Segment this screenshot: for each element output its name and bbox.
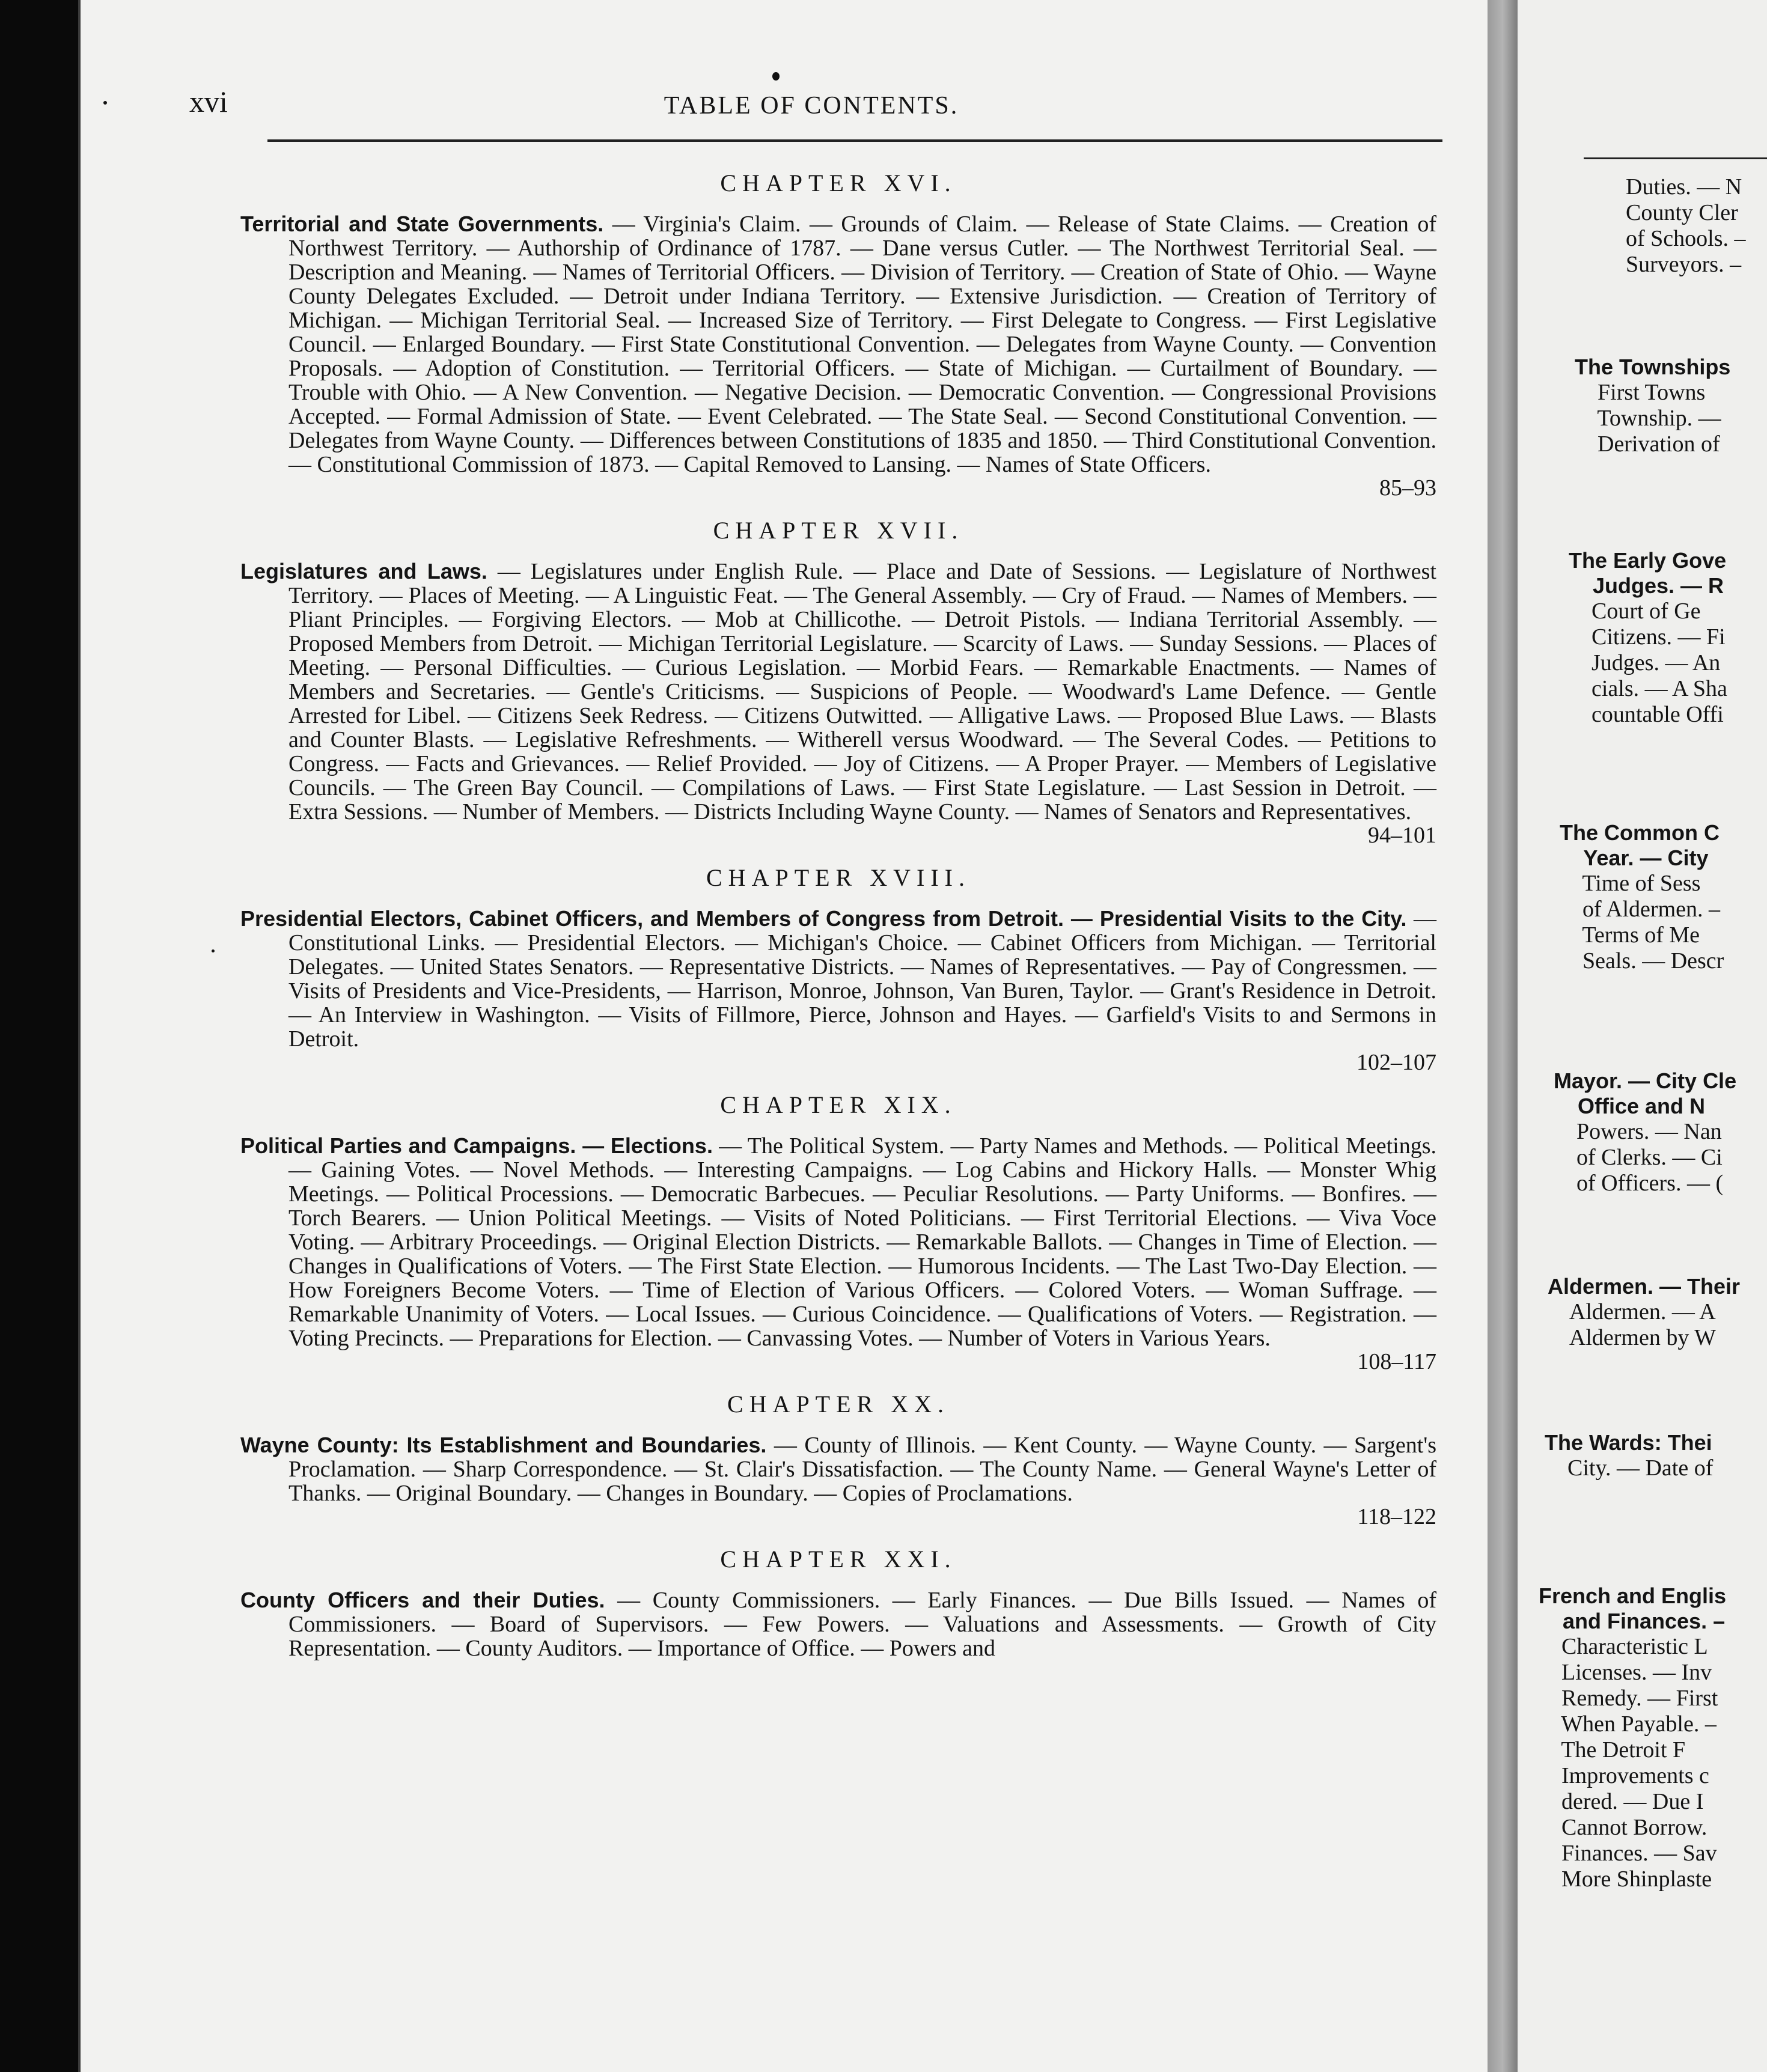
right-entry-title: Mayor. — City Cle xyxy=(1554,1068,1737,1093)
right-page-entry xyxy=(1545,1430,1713,1481)
chapter-topics: — Legislatures under English Rule. — Place and Date of Sessions. — Legislature of Northwest Territory. — Places of Meeting. — A Linguistic Feat. — The General Assembly. — Cry of Fraud. — Names of Members. — Pliant Principles. — Forgiving Electors. — Mob at Chillicothe. — Detroit Pistols. — Indiana Territorial Assembly. — Proposed Members from Detroit. — Michigan Territorial Legislature. — Scarcity of Laws. — Sunday Sessions. — Places of Meeting. — Personal Difficulties. — Curious Legislation. — Morbid Fears. — Remarkable Enactments. — Names of Members and Secretaries. — Gentle's Criticisms. — Suspicions of People. — Woodward's Lame Defence. — Gentle Arrested for Libel. — Citizens Seek Redress. — Citizens Outwitted. — Alligative Laws. — Proposed Blue Laws. — Blasts and Counter Blasts. — Legislative Refreshments. — Witherell versus Woodward. — The Several Codes. — Petitions to Congress. — Facts and Grievances. — Relief Provided. — Joy of Citizens. — A Proper Prayer. — Members of Legislative Councils. — The Green Bay Council. — Compilations of Laws. — First State Legislature. — Last Session in Detroit. — Extra Sessions. — Number of Members. — Districts Including Wayne County. — Names of Senators and Representatives. xyxy=(288,559,1436,824)
print-speck xyxy=(772,72,780,81)
right-entry-title: and Finances. – xyxy=(1539,1609,1726,1633)
chapter-entry xyxy=(240,212,1436,477)
table-of-contents xyxy=(240,153,1436,1660)
chapter-title: Territorial and State Governments. xyxy=(240,212,604,236)
right-page-entry xyxy=(1554,1068,1736,1196)
chapter-topics: — The Political System. — Party Names and Methods. — Political Meetings. — Gaining Votes. — Novel Methods. — Interesting Campaigns. — Log Cabins and Hickory Halls. — Monster Whig Meetings. — Political Processions. — Democratic Barbecues. — Peculiar Resolutions. — Party Uniforms. — Bonfires. — Torch Bearers. — Union Political Meetings. — Visits of Noted Politicians. — First Territorial Elections. — Viva Voce Voting. — Arbitrary Proceedings. — Original Election Districts. — Remarkable Ballots. — Changes in Time of Election. — Changes in Qualifications of Voters. — The First State Election. — Humorous Incidents. — The Last Two-Day Election. — How Foreigners Become Voters. — Time of Election of Various Officers. — Colored Voters. — Woman Suffrage. — Remarkable Unanimity of Voters. — Local Issues. — Curious Coincidence. — Qualifications of Voters. — Registration. — Voting Precincts. — Preparations for Election. — Canvassing Votes. — Number of Voters in Various Years. xyxy=(288,1133,1436,1351)
right-page-entry xyxy=(1539,1583,1726,1892)
right-entry-line: Seals. — Descr xyxy=(1560,948,1724,974)
right-entry-line: Aldermen by W xyxy=(1548,1325,1717,1350)
right-entry-line: Licenses. — Inv xyxy=(1539,1660,1712,1685)
right-page-entry xyxy=(1569,548,1727,728)
right-page-entry xyxy=(1548,1274,1740,1351)
chapter-heading: CHAPTER XVIII. xyxy=(706,864,971,891)
right-entry-line: Cannot Borrow. xyxy=(1539,1815,1707,1840)
right-entry-line: Finances. — Sav xyxy=(1539,1841,1717,1866)
page-range: 94–101 xyxy=(1368,823,1436,848)
chapter-topics: — County of Illinois. — Kent County. — Wayne County. — Sargent's Proclamation. — Sharp Correspondence. — St. Clair's Dissatisfaction. — The County Name. — General Wayne's Letter of Thanks. — Original Boundary. — Changes in Boundary. — Copies of Proclamations. xyxy=(288,1433,1436,1506)
chapter-section xyxy=(240,865,1436,1075)
chapter-entry xyxy=(240,907,1436,1051)
right-entry-line: Derivation of xyxy=(1575,431,1720,457)
right-entry-line: Remedy. — First xyxy=(1539,1686,1718,1711)
right-entry-title: Year. — City xyxy=(1560,846,1709,870)
chapter-section xyxy=(240,517,1436,848)
chapter-heading: CHAPTER XIX. xyxy=(720,1091,957,1118)
right-entry-line: First Towns xyxy=(1575,380,1706,405)
book-gutter xyxy=(1488,0,1518,2072)
chapter-heading: CHAPTER XXI. xyxy=(720,1546,957,1573)
right-entry-line: Judges. — An xyxy=(1569,650,1721,675)
right-entry-line: Characteristic L xyxy=(1539,1634,1708,1659)
right-page-entry xyxy=(1575,355,1730,457)
chapter-topics: — County Commissioners. — Early Finances. — Due Bills Issued. — Names of Commissioners. — Board of Supervisors. — Few Powers. — Valuations and Assessments. — Growth of City Representation. — County Auditors. — Importance of Office. — Powers and xyxy=(288,1588,1437,1661)
page-range: 85–93 xyxy=(1379,475,1436,501)
right-entry-title: The Common C xyxy=(1560,820,1720,845)
chapter-section xyxy=(240,1391,1436,1529)
right-entry-title: Office and N xyxy=(1554,1094,1706,1118)
right-entry-line: of Schools. – xyxy=(1626,226,1746,251)
right-entry-line: Citizens. — Fi xyxy=(1569,624,1726,650)
right-entry-line: of Officers. — ( xyxy=(1554,1171,1724,1196)
running-head xyxy=(189,84,1433,126)
chapter-entry xyxy=(240,1588,1436,1660)
right-entry-line: When Payable. – xyxy=(1539,1711,1717,1737)
chapter-topics: — Constitutional Links. — Presidential Electors. — Michigan's Choice. — Cabinet Officers from Michigan. — Territorial Delegates. — United States Senators. — Representative Districts. — Names of Representatives. — Pay of Congressmen. — Visits of Presidents and Vice-Presidents, — Harrison, Monroe, Johnson, Van Buren, Taylor. — Grant's Residence in Detroit. — An Interview in Washington. — Visits of Fillmore, Pierce, Johnson and Hayes. — Garfield's Visits to and Sermons in Detroit. xyxy=(288,906,1436,1052)
chapter-title: Legislatures and Laws. xyxy=(240,559,487,584)
right-entry-line: County Cler xyxy=(1626,200,1738,225)
page-range: 102–107 xyxy=(1357,1050,1436,1075)
page-number: xvi xyxy=(189,85,228,118)
right-entry-title: The Wards: Thei xyxy=(1545,1430,1712,1455)
chapter-entry xyxy=(240,1134,1436,1350)
right-page-entry xyxy=(1626,174,1746,278)
chapter-heading: CHAPTER XX. xyxy=(727,1391,950,1418)
chapter-heading: CHAPTER XVII. xyxy=(713,517,964,544)
right-entry-line: City. — Date of xyxy=(1545,1455,1714,1481)
chapter-title: Political Parties and Campaigns. — Elections. xyxy=(240,1133,713,1158)
right-entry-title: The Townships xyxy=(1575,355,1731,379)
header-rule xyxy=(267,139,1442,142)
right-entry-line: Aldermen. — A xyxy=(1548,1299,1716,1324)
right-entry-title: Judges. — R xyxy=(1569,573,1724,598)
print-speck xyxy=(103,101,107,105)
page-range: 118–122 xyxy=(1357,1504,1436,1529)
right-entry-line: of Aldermen. – xyxy=(1560,897,1721,922)
right-entry-line: Time of Sess xyxy=(1560,871,1701,896)
right-entry-line: of Clerks. — Ci xyxy=(1554,1145,1723,1170)
right-entry-title: The Early Gove xyxy=(1569,548,1727,573)
right-entry-line: Township. — xyxy=(1575,406,1721,431)
chapter-section xyxy=(240,170,1436,501)
right-header-rule xyxy=(1584,157,1767,159)
right-entry-line: Surveyors. – xyxy=(1626,252,1742,277)
right-entry-line: countable Offi xyxy=(1569,702,1724,727)
chapter-topics: — Virginia's Claim. — Grounds of Claim. — Release of State Claims. — Creation of Northwest Territory. — Authorship of Ordinance of 1787. — Dane versus Cutler. — The Northwest Territorial Seal. — Description and Meaning. — Names of Territorial Officers. — Division of Territory. — Creation of State of Ohio. — Wayne County Delegates Excluded. — Detroit under Indiana Territory. — Extensive Jurisdiction. — Creation of Territory of Michigan. — Michigan Territorial Seal. — Increased Size of Territory. — First Delegate to Congress. — First Legislative Council. — Enlarged Boundary. — First State Constitutional Convention. — Delegates from Wayne County. — Convention Proposals. — Adoption of Constitution. — Territorial Officers. — State of Michigan. — Curtailment of Boundary. — Trouble with Ohio. — A New Convention. — Negative Decision. — Democratic Convention. — Congressional Provisions Accepted. — Formal Admission of State. — Event Celebrated. — The State Seal. — Second Constitutional Convention. — Delegates from Wayne County. — Differences between Constitutions of 1835 and 1850. — Third Constitutional Convention. — Constitutional Commission of 1873. — Capital Removed to Lansing. — Names of State Officers. xyxy=(288,212,1437,477)
right-entry-line: Duties. — N xyxy=(1626,174,1742,200)
chapter-heading: CHAPTER XVI. xyxy=(720,169,957,197)
right-entry-line: Powers. — Nan xyxy=(1554,1119,1722,1144)
right-entry-line: Terms of Me xyxy=(1560,922,1700,948)
page-range: 108–117 xyxy=(1357,1349,1436,1374)
chapter-title: County Officers and their Duties. xyxy=(240,1588,605,1612)
right-page-entry xyxy=(1560,820,1724,974)
right-page xyxy=(1518,0,1767,2072)
chapter-entry xyxy=(240,559,1436,824)
running-title: TABLE OF CONTENTS. xyxy=(664,92,959,120)
chapter-title: Presidential Electors, Cabinet Officers, and Members of Congress from Detroit. — Presidential Visits to the City. xyxy=(240,906,1407,931)
chapter-section xyxy=(240,1546,1436,1660)
right-entry-title: Aldermen. — Their xyxy=(1548,1274,1741,1299)
print-speck xyxy=(212,949,215,952)
right-entry-line: cials. — A Sha xyxy=(1569,676,1727,701)
right-entry-line: Court of Ge xyxy=(1569,599,1701,624)
right-entry-line: The Detroit F xyxy=(1539,1737,1686,1763)
right-entry-line: dered. — Due I xyxy=(1539,1789,1704,1814)
chapter-entry xyxy=(240,1433,1436,1505)
right-entry-title: French and Englis xyxy=(1539,1583,1727,1608)
right-entry-line: More Shinplaste xyxy=(1539,1866,1712,1892)
chapter-section xyxy=(240,1092,1436,1374)
chapter-title: Wayne County: Its Establishment and Boundaries. xyxy=(240,1433,767,1457)
right-entry-line: Improvements c xyxy=(1539,1763,1709,1788)
